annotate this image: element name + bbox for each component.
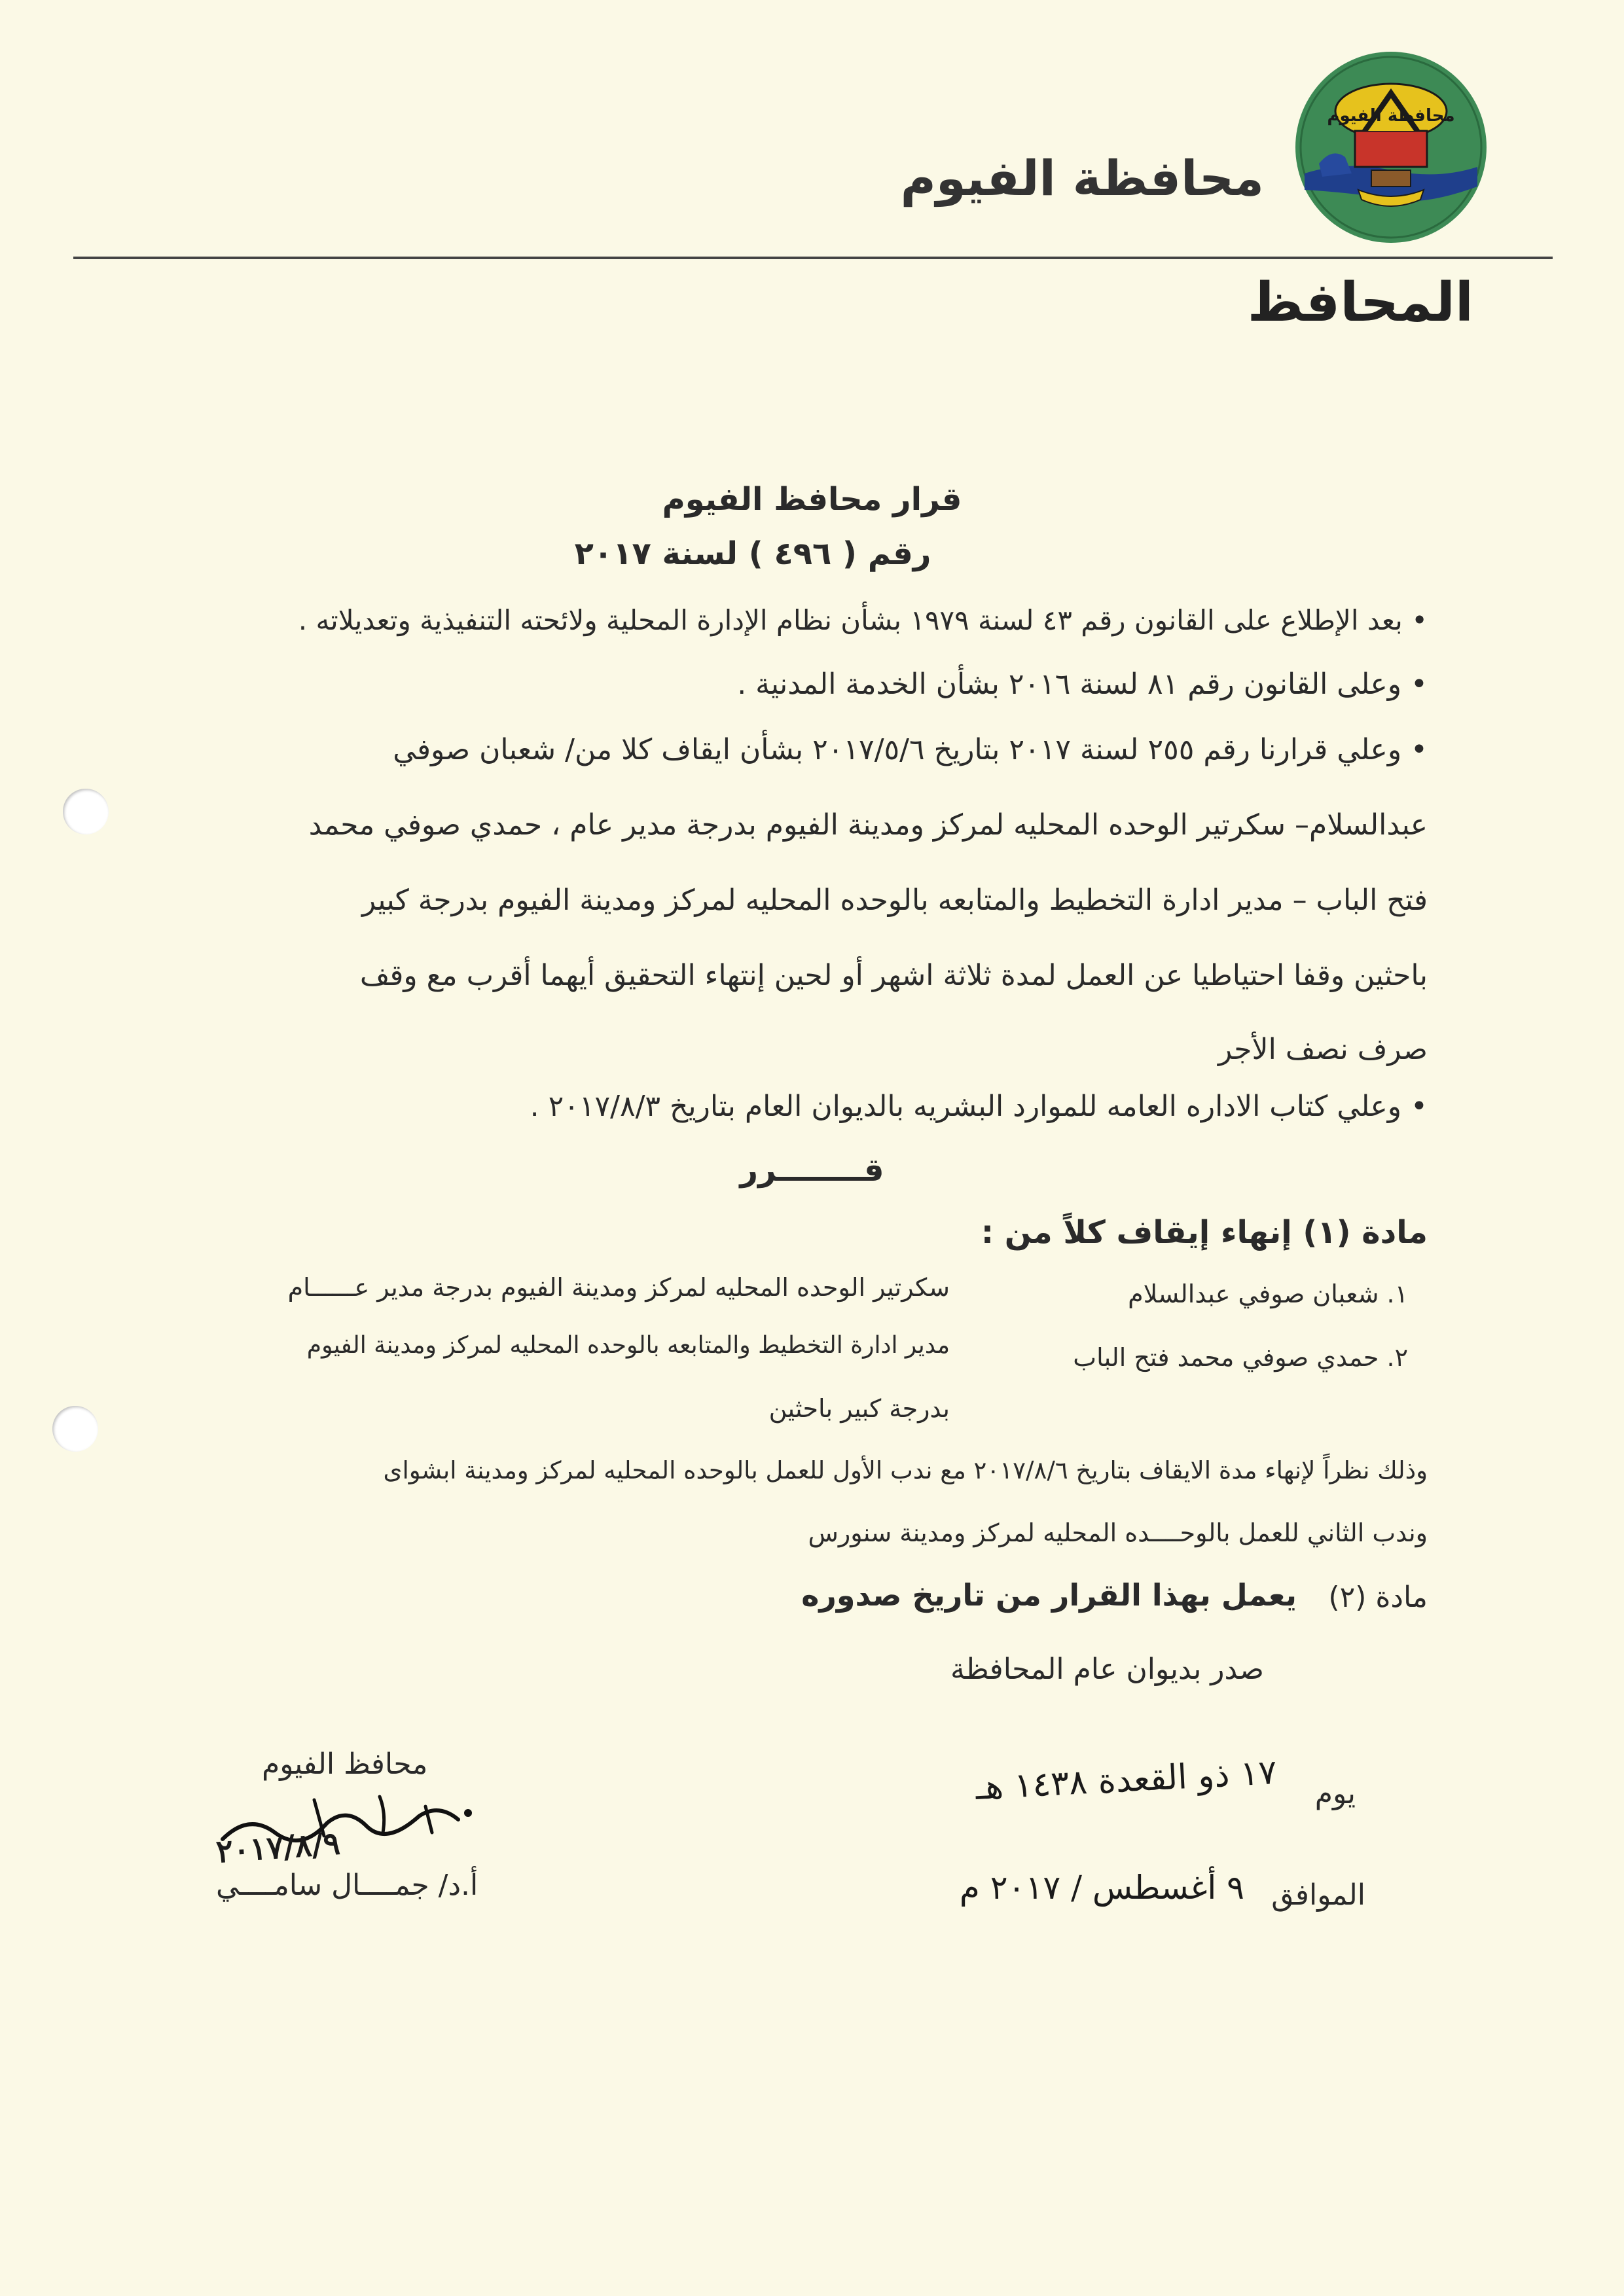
person-2-title-line-2: بدرجة كبير باحثين	[768, 1394, 950, 1423]
signature-handwritten-date: ٢٠١٧/٨/٩	[215, 1825, 342, 1871]
article-2-text: يعمل بهذا القرار من تاريخ صدوره	[801, 1577, 1297, 1613]
preamble-line-3: • وعلي قرارنا رقم ٢٥٥ لسنة ٢٠١٧ بتاريخ ٢٠١٧/٥/٦ بشأن ايقاف كلا من/ شعبان صوفي	[393, 733, 1428, 766]
preamble-line-7: صرف نصف الأجر	[1218, 1033, 1428, 1066]
punch-hole-bottom	[52, 1406, 98, 1452]
hijri-day-label: يوم	[1314, 1777, 1356, 1810]
preamble-line-5: فتح الباب – مدير ادارة التخطيط والمتابعه بالوحده المحليه لمركز ومدينة الفيوم بدرجة كبير	[361, 884, 1428, 917]
preamble-line-2: • وعلى القانون رقم ٨١ لسنة ٢٠١٦ بشأن الخدمة المدنية .	[737, 668, 1428, 701]
gregorian-date: ٩ أغسطس / ٢٠١٧ م	[959, 1869, 1244, 1907]
preamble-line-1: • بعد الإطلاع على القانون رقم ٤٣ لسنة ١٩٧٩ بشأن نظام الإدارة المحلية ولائحته التنفيذية وتعديلاته .	[298, 604, 1428, 636]
preamble-line-6: باحثين وقفا احتياطيا عن العمل لمدة ثلاثة اشهر أو لحين إنتهاء التحقيق أيهما أقرب مع وقف	[359, 959, 1428, 992]
decree-title: قرار محافظ الفيوم	[662, 481, 962, 518]
issued-line: صدر بديوان عام المحافظة	[950, 1653, 1264, 1686]
person-2-title-line-1: مدير ادارة التخطيط والمتابعه بالوحده المحليه لمركز ومدينة الفيوم	[306, 1332, 950, 1359]
gregorian-label: الموافق	[1271, 1878, 1365, 1912]
governorate-seal	[1293, 49, 1489, 245]
signatory-title: محافظ الفيوم	[262, 1748, 428, 1781]
punch-hole-top	[63, 789, 109, 834]
article-1-heading: مادة (١) إنهاء إيقاف كلاً من :	[981, 1214, 1428, 1251]
person-2-name: ٢. حمدي صوفي محمد فتح الباب	[1073, 1343, 1408, 1372]
seal-emblem-icon	[1293, 49, 1489, 245]
seal-text: محافظة الفيوم	[1327, 106, 1455, 126]
preamble-line-4: عبدالسلام– سكرتير الوحده المحليه لمركز ومدينة الفيوم بدرجة مدير عام ، حمدي صوفي محمد	[308, 808, 1428, 842]
article-2-label: مادة (٢)	[1328, 1581, 1428, 1614]
article-1-note-line-2: وندب الثاني للعمل بالوحــــده المحليه لمركز ومدينة سنورس	[808, 1518, 1428, 1547]
signatory-name: أ.د/ جمــــال سامــــي	[216, 1869, 478, 1902]
preamble-line-8: • وعلي كتاب الاداره العامه للموارد البشريه بالديوان العام بتاريخ ٢٠١٧/٨/٣ .	[530, 1090, 1428, 1123]
person-1-name: ١. شعبان صوفي عبدالسلام	[1128, 1280, 1408, 1308]
person-1-title: سكرتير الوحده المحليه لمركز ومدينة الفيوم بدرجة مدير عــــــام	[287, 1273, 950, 1302]
decides-heading: قــــــــرر	[740, 1152, 884, 1189]
header-divider	[73, 257, 1553, 259]
decree-number: رقم ( ٤٩٦ ) لسنة ٢٠١٧	[574, 535, 931, 572]
governorate-name: محافظة الفيوم	[900, 151, 1264, 207]
office-title: المحافظ	[1247, 272, 1473, 334]
hijri-date: ١٧ ذو القعدة ١٤٣٨ هـ	[974, 1752, 1278, 1808]
article-1-note-line-1: وذلك نظراً لإنهاء مدة الايقاف بتاريخ ٢٠١٧/٨/٦ مع ندب الأول للعمل بالوحده المحليه لمركز ومدينة ابشواى	[383, 1456, 1428, 1484]
